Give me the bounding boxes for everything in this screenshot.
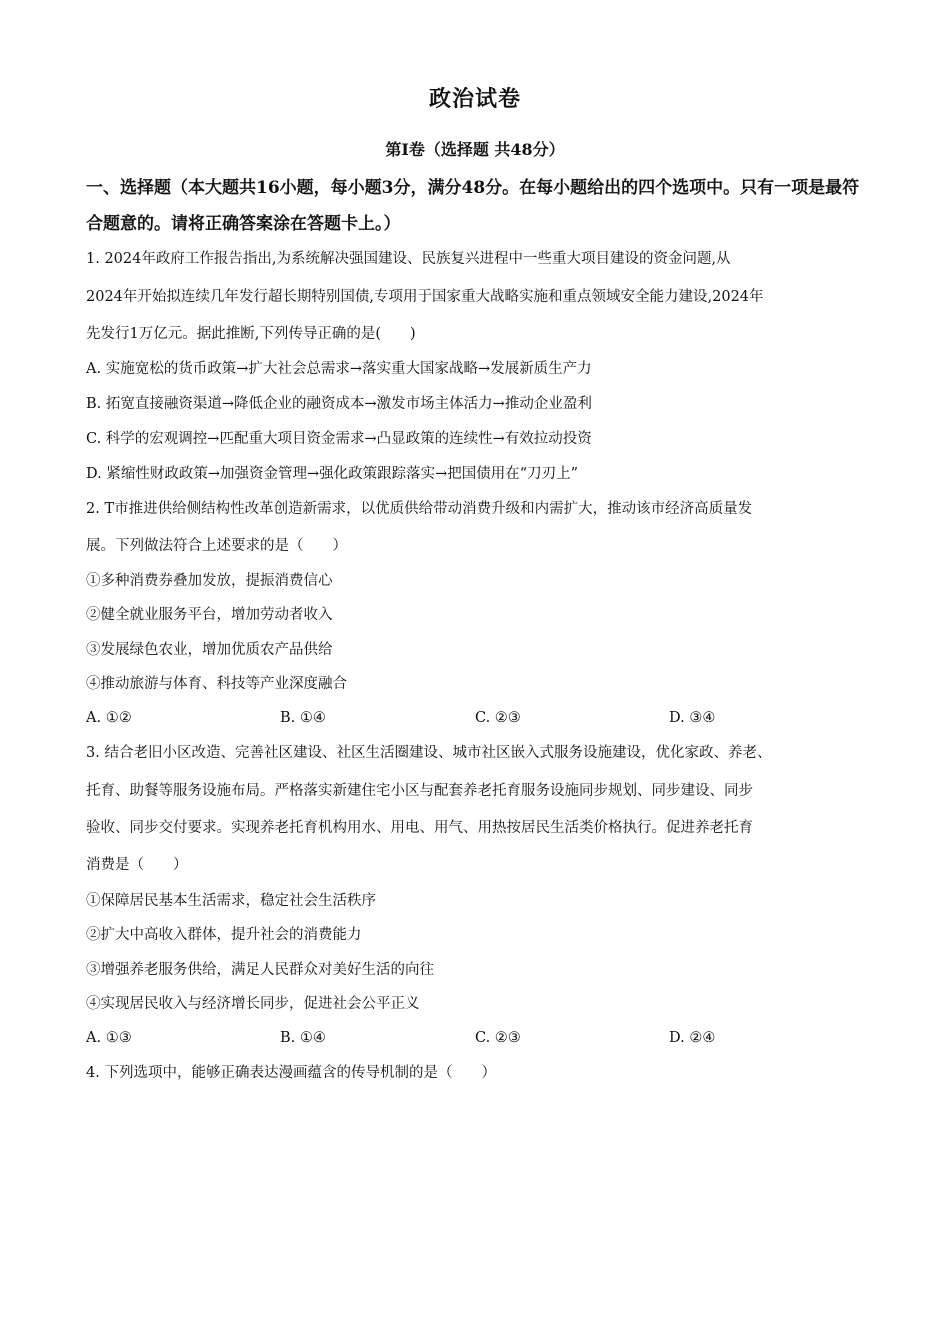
q2-choice-a: A. ①②: [86, 710, 132, 726]
q1-option-d: D. 紧缩性财政政策→加强资金管理→强化政策跟踪落实→把国债用在“刀刃上”: [86, 466, 579, 482]
q3-choice-b: B. ①④: [280, 1030, 326, 1046]
q2-choice-d: D. ③④: [669, 710, 716, 726]
q3-item-1: ①保障居民基本生活需求，稳定社会生活秩序: [86, 893, 376, 909]
q3-stem-line-4: 消费是（ ）: [86, 857, 188, 873]
q2-choice-b: B. ①④: [280, 710, 326, 726]
q2-item-4: ④推动旅游与体育、科技等产业深度融合: [86, 676, 347, 692]
q4-stem-line-1: 4. 下列选项中，能够正确表达漫画蕴含的传导机制的是（ ）: [86, 1065, 496, 1081]
page-title: 政治试卷: [428, 86, 521, 112]
q1-stem-line-3: 先发行1万亿元。据此推断,下列传导正确的是( ): [86, 326, 416, 342]
q3-stem-line-1: 3. 结合老旧小区改造、完善社区建设、社区生活圈建设、城市社区嵌入式服务设施建设，优化家政、养老、: [86, 745, 772, 761]
section-heading: 一、选择题（本大题共16小题，每小题3分，满分48分。在每小题给出的四个选项中。只有一项是最符合题意的。请将正确答案涂在答题卡上。）: [86, 178, 860, 234]
q1-option-a: A. 实施宽松的货币政策→扩大社会总需求→落实重大国家战略→发展新质生产力: [86, 361, 592, 377]
q3-choice-c: C. ②③: [475, 1030, 521, 1046]
q2-item-3: ③发展绿色农业，增加优质农产品供给: [86, 642, 333, 658]
q2-stem-line-2: 展。下列做法符合上述要求的是（ ）: [86, 538, 347, 554]
q1-stem-line-1: 1. 2024年政府工作报告指出,为系统解决强国建设、民族复兴进程中一些重大项目建设的资金问题,从: [86, 251, 731, 267]
q3-item-2: ②扩大中高收入群体，提升社会的消费能力: [86, 927, 362, 943]
q2-stem-line-1: 2. T市推进供给侧结构性改革创造新需求，以优质供给带动消费升级和内需扩大，推动该市经济高质量发: [86, 501, 753, 517]
q3-stem-line-3: 验收、同步交付要求。实现养老托育机构用水、用电、用气、用热按居民生活类价格执行。促进养老托育: [86, 820, 753, 836]
q3-stem-line-2: 托育、助餐等服务设施布局。严格落实新建住宅小区与配套养老托育服务设施同步规划、同步建设、同步: [86, 783, 753, 799]
part-subtitle: 第Ⅰ卷（选择题 共48分）: [385, 140, 565, 159]
q2-item-2: ②健全就业服务平台，增加劳动者收入: [86, 607, 333, 623]
q1-stem-line-2: 2024年开始拟连续几年发行超长期特别国债,专项用于国家重大战略实施和重点领域安全能力建设,2024年: [86, 289, 764, 305]
q1-option-c: C. 科学的宏观调控→匹配重大项目资金需求→凸显政策的连续性→有效拉动投资: [86, 431, 592, 447]
q1-option-b: B. 拓宽直接融资渠道→降低企业的融资成本→激发市场主体活力→推动企业盈利: [86, 396, 592, 412]
q2-item-1: ①多种消费券叠加发放，提振消费信心: [86, 573, 333, 589]
q3-item-4: ④实现居民收入与经济增长同步，促进社会公平正义: [86, 996, 420, 1012]
q2-choice-c: C. ②③: [475, 710, 521, 726]
q3-choice-d: D. ②④: [669, 1030, 716, 1046]
q3-item-3: ③增强养老服务供给，满足人民群众对美好生活的向往: [86, 962, 434, 978]
q3-choice-a: A. ①③: [86, 1030, 132, 1046]
